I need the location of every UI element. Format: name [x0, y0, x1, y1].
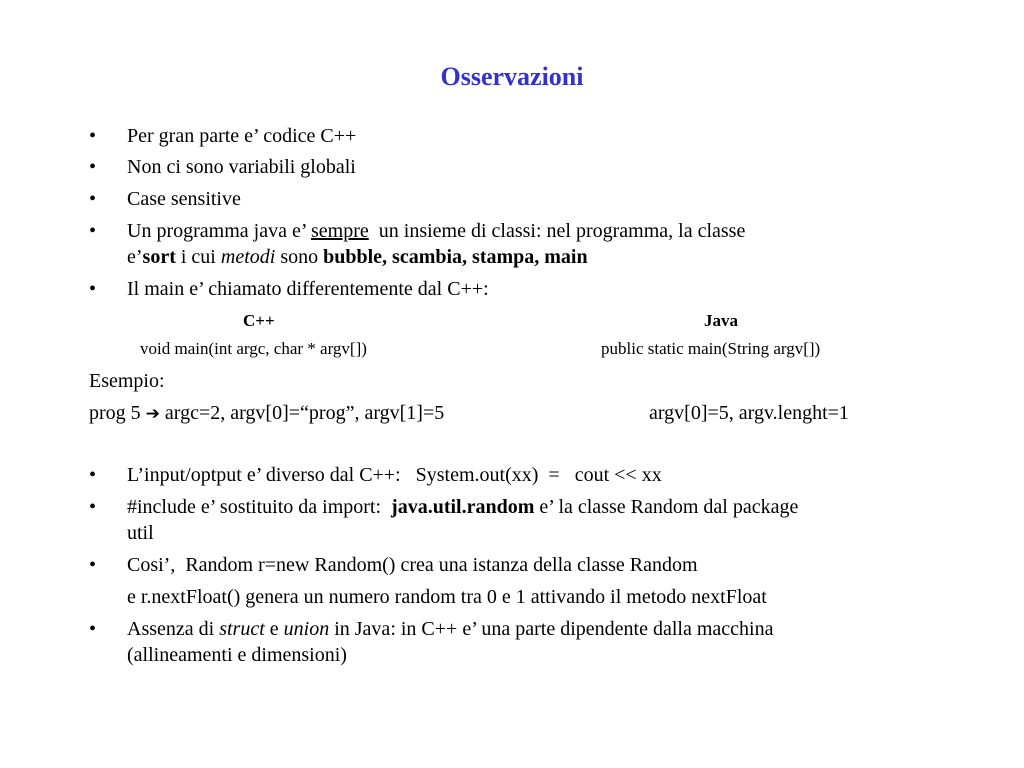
bullet-dot: • [89, 554, 97, 576]
text: #include e’ sostituito da import: [127, 496, 392, 518]
bullet-dot: • [89, 188, 97, 210]
bullet-8-continuation: e r.nextFloat() genera un numero random tra 0 e 1 attivando il metodo nextFloat [127, 586, 767, 608]
bullet-9-line-2: (allineamenti e dimensioni) [127, 644, 347, 666]
text: in Java: in C++ e’ una parte dipendente dalla macchina [329, 618, 774, 640]
java-header: Java [704, 311, 738, 330]
italic-word: union [283, 618, 330, 640]
arrow-right-icon: ➔ [145, 404, 160, 424]
bold-class: java.util.random [391, 496, 535, 518]
bullet-dot: • [89, 125, 97, 147]
bullet-dot: • [89, 278, 97, 300]
bold-functions: bubble, scambia, stampa, main [323, 246, 588, 268]
bullet-1-text: Per gran parte e’ codice C++ [127, 125, 357, 147]
text: sono [275, 246, 324, 268]
bullet-5-text: Il main e’ chiamato differentemente dal C++: [127, 278, 489, 300]
text: e [264, 618, 284, 640]
italic-word: metodi [220, 246, 276, 268]
bold-word: sort [142, 246, 176, 268]
example-java: argv[0]=5, argv.lenght=1 [649, 402, 849, 424]
underlined-word: sempre [311, 220, 369, 242]
bullet-2-text: Non ci sono variabili globali [127, 156, 356, 178]
text: e’ [127, 246, 143, 268]
bullet-6-text: L’input/optput e’ diverso dal C++: System.out(xx) = cout << xx [127, 464, 662, 486]
bullet-dot: • [89, 496, 97, 518]
text: e’ la classe Random dal package [534, 496, 799, 518]
bullet-9-line-1 [127, 616, 773, 642]
cpp-header: C++ [243, 311, 275, 330]
esempio-label: Esempio: [89, 370, 165, 392]
bullet-7-line-2: util [127, 522, 154, 544]
italic-word: struct [219, 618, 265, 640]
bullet-dot: • [89, 156, 97, 178]
text: un insieme di classi: nel programma, la classe [368, 220, 746, 242]
bullet-4-line-2 [127, 244, 588, 270]
text: i cui [175, 246, 221, 268]
slide-title: Osservazioni [440, 62, 584, 91]
cpp-signature: void main(int argc, char * argv[]) [140, 339, 367, 358]
example-cpp [89, 400, 444, 427]
bullet-8-text: Cosi’, Random r=new Random() crea una istanza della classe Random [127, 554, 698, 576]
text: Assenza di [127, 618, 220, 640]
bullet-dot: • [89, 220, 97, 242]
bullet-dot: • [89, 464, 97, 486]
text: prog 5 [89, 402, 146, 424]
bullet-4-line-1 [127, 218, 745, 244]
bullet-7-line-1 [127, 494, 798, 520]
bullet-3-text: Case sensitive [127, 188, 241, 210]
text: Un programma java e’ [127, 220, 311, 242]
bullet-dot: • [89, 618, 97, 640]
java-signature: public static main(String argv[]) [601, 339, 821, 358]
text: argc=2, argv[0]=“prog”, argv[1]=5 [159, 402, 445, 424]
